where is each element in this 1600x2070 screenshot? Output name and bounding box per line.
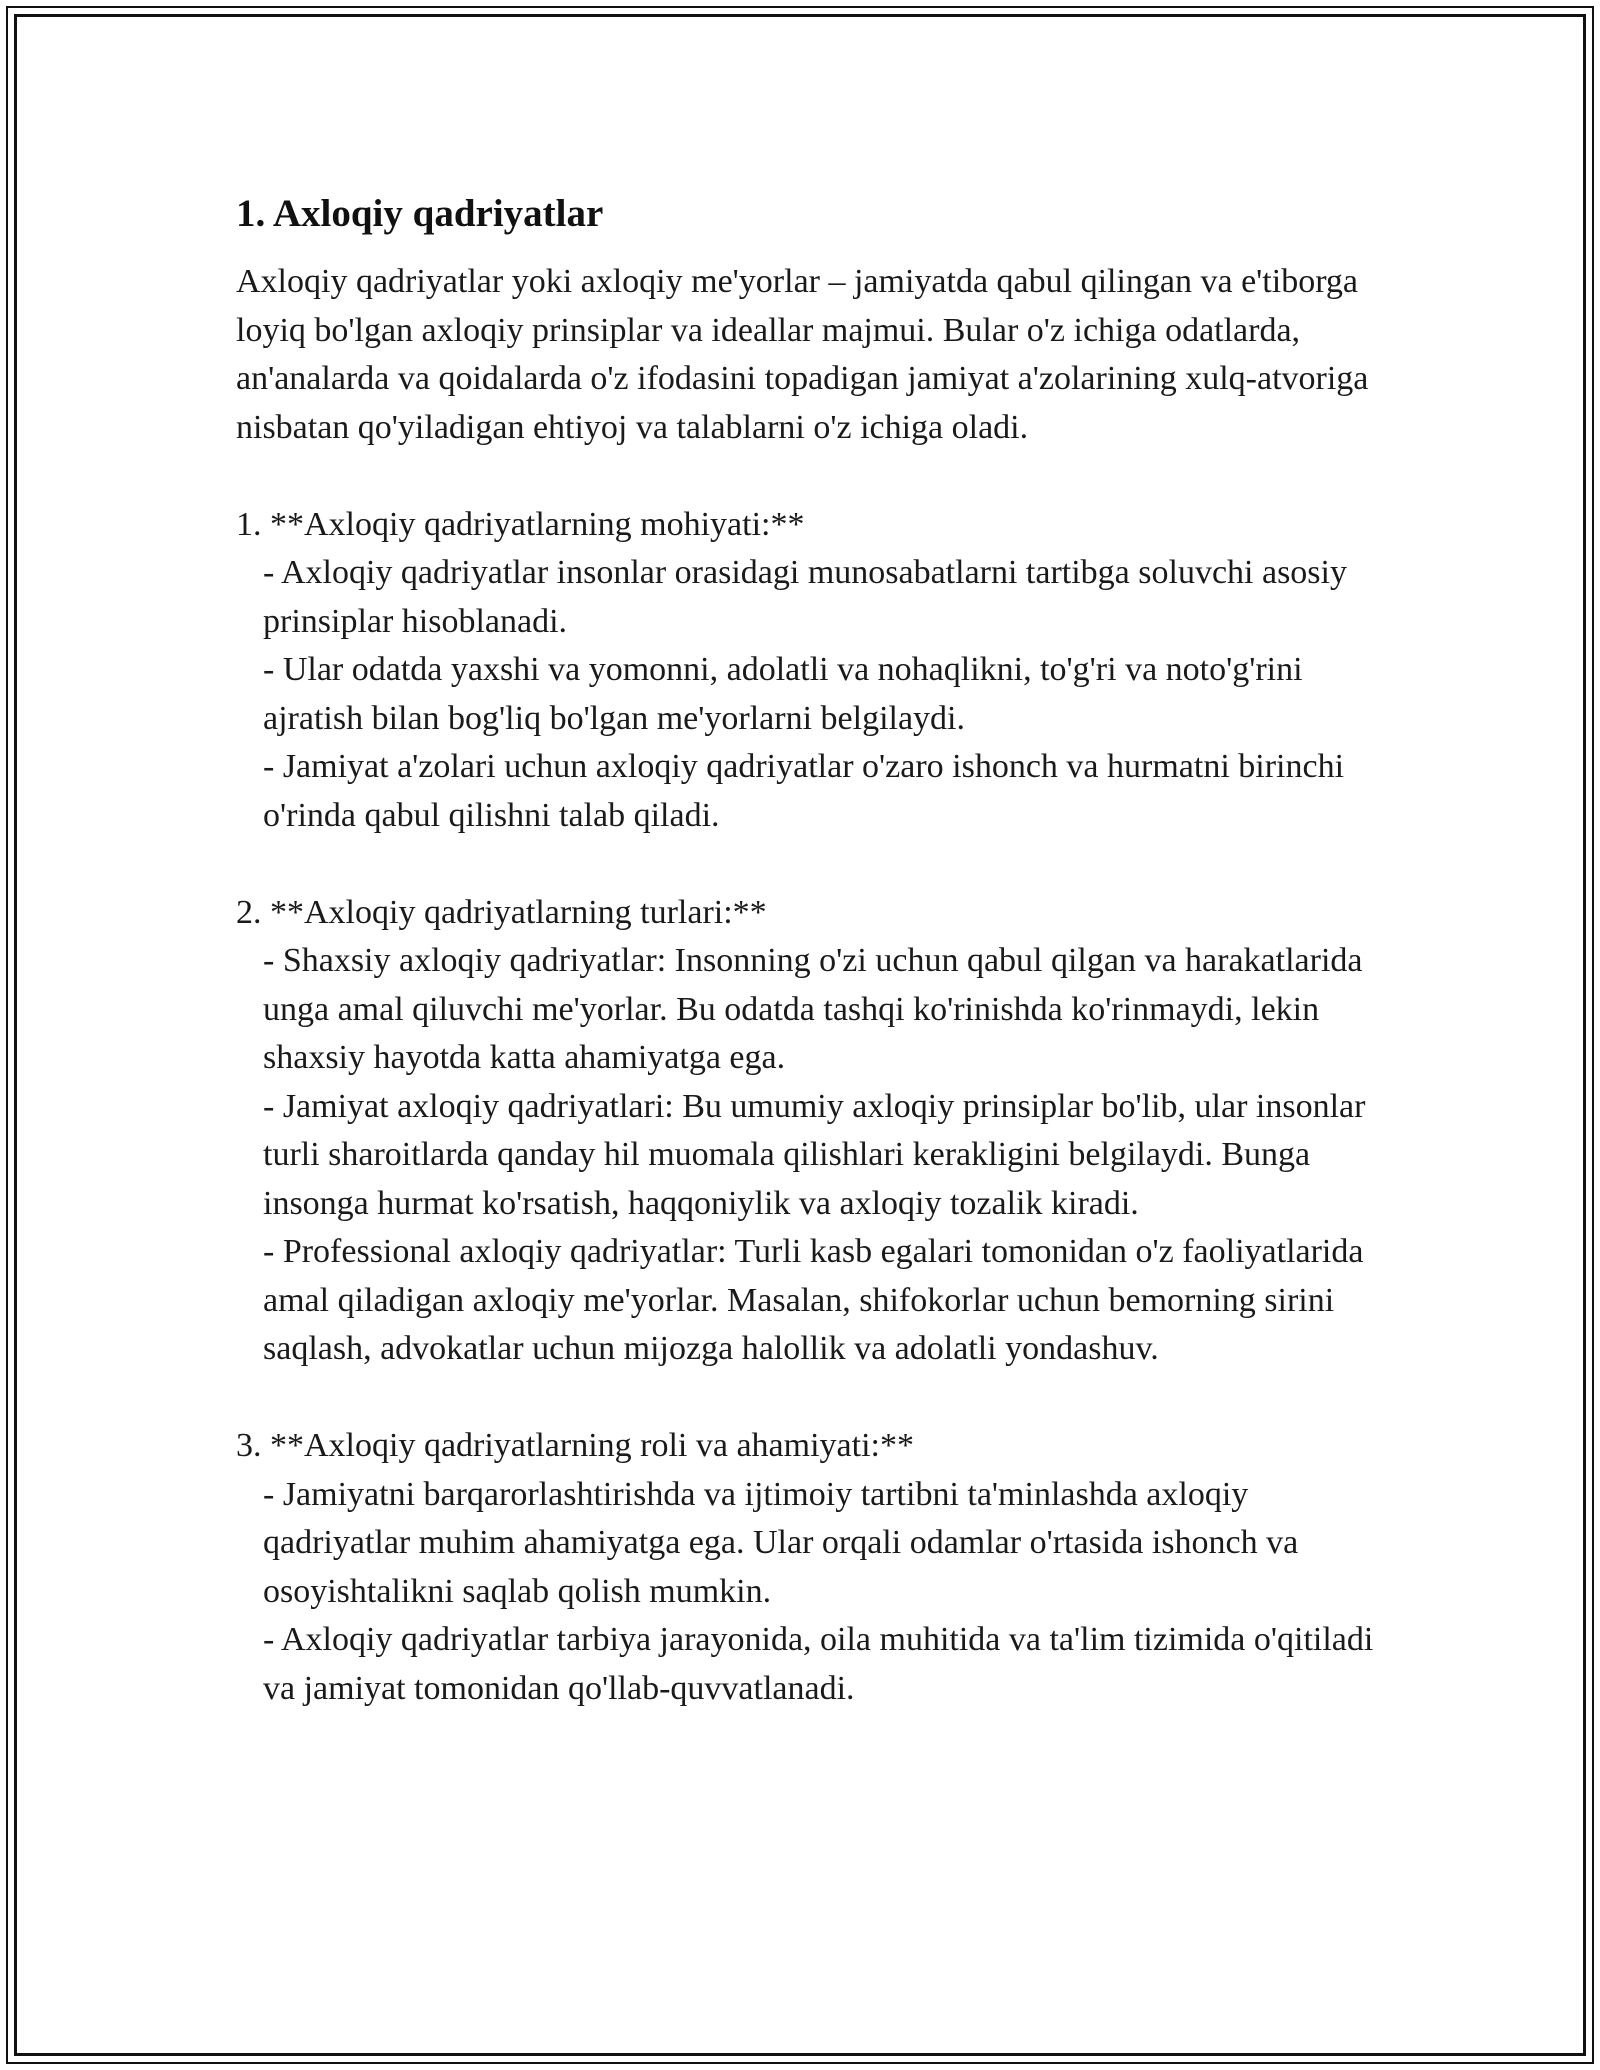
document-title: 1. Axloqiy qadriyatlar <box>236 192 604 235</box>
spacer <box>236 452 1386 501</box>
list-item: - Jamiyat a'zolari uchun axloqiy qadriyatlar o'zaro ishonch va hurmatni birinchi o'rinda qabul qilishni talab qiladi. <box>263 748 1353 834</box>
list-item: - Axloqiy qadriyatlar tarbiya jarayonida, oila muhitida va ta'lim tizimida o'qitiladi va jamiyat tomonidan qo'llab-quvvatlanadi. <box>263 1621 1382 1707</box>
list-item: - Professional axloqiy qadriyatlar: Turli kasb egalari tomonidan o'z faoliyatlarida amal qiladigan axloqiy me'yorlar. Masalan, shifokorlar uchun bemorning sirini saqlash, advokatlar uchun mijozga halollik va adolatli yondashuv. <box>263 1233 1372 1367</box>
spacer <box>236 840 1386 889</box>
list-item: - Ular odatda yaxshi va yomonni, adolatli va nohaqlikni, to'g'ri va noto'g'rini ajratish bilan bog'liq bo'lgan me'yorlarni belgilaydi. <box>263 651 1312 737</box>
spacer <box>236 1374 1386 1423</box>
list-item: - Jamiyat axloqiy qadriyatlari: Bu umumiy axloqiy prinsiplar bo'lib, ular insonlar turli sharoitlarda qanday hil muomala qilishlari kerakligini belgilaydi. Bunga insonga hurmat ko'rsatish, haqqoniylik va axloqiy tozalik kiradi. <box>263 1087 1374 1222</box>
section-heading: 3. **Axloqiy qadriyatlarning roli va ahamiyati:** <box>236 1427 914 1464</box>
list-item: - Shaxsiy axloqiy qadriyatlar: Insonning o'zi uchun qabul qilgan va harakatlarida unga amal qiluvchi me'yorlar. Bu odatda tashqi ko'rinishda ko'rinmaydi, lekin shaxsiy hayotda katta ahamiyatga ega. <box>263 942 1371 1076</box>
section-heading: 2. **Axloqiy qadriyatlarning turlari:** <box>236 893 767 931</box>
intro-paragraph: Axloqiy qadriyatlar yoki axloqiy me'yorlar – jamiyatda qabul qilingan va e'tiborga loyiq bo'lgan axloqiy prinsiplar va ideallar majmui. Bular o'z ichiga odatlarda, an'analarda va qoidalarda o'z ifodasini topadigan jamiyat a'zolarining xulq-atvoriga nisbatan qo'yiladigan ehtiyoj va talablarni o'z ichiga oladi. <box>236 263 1377 446</box>
document-body <box>236 188 1386 1713</box>
list-item: - Jamiyatni barqarorlashtirishda va ijtimoiy tartibni ta'minlashda axloqiy qadriyatlar muhim ahamiyatga ega. Ular orqali odamlar o'rtasida ishonch va osoyishtalikni saqlab qolish mumkin. <box>263 1475 1307 1610</box>
section-heading: 1. **Axloqiy qadriyatlarning mohiyati:** <box>236 505 805 543</box>
list-item: - Axloqiy qadriyatlar insonlar orasidagi munosabatlarni tartibga soluvchi asosiy prinsiplar hisoblanadi. <box>263 554 1356 640</box>
